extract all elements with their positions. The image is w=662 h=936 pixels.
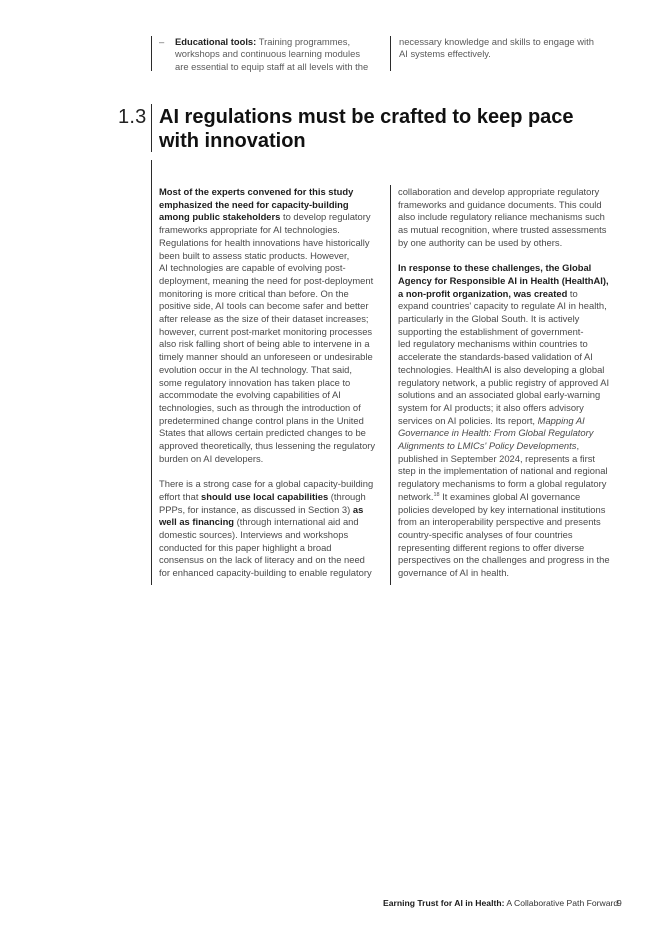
right-paragraph-1: collaboration and develop appropriate regulatory frameworks and guidance documents. This could also include regulatory reliance mechanisms such as mutual recognition, where trusted assessments by one authority can be used by others.: [398, 186, 607, 248]
footnote-ref[interactable]: 18: [433, 491, 440, 498]
left-paragraph-2: There is a strong case for a global capacity-building effort that should use local capabilities (through PPPs, for instance, as discussed in Section 3) as well as financing (through international aid and domestic sources). Interviews and workshops conducted for this paper highlight a broad consensus on the lack of literacy and on the need for enhanced capacity-building to enable regulatory: [159, 478, 374, 579]
top-bullet-continuation: necessary knowledge and skills to engage with AI systems effectively.: [399, 36, 594, 60]
section-title: AI regulations must be crafted to keep pace with innovation: [159, 106, 574, 152]
right-column-rule: [390, 185, 391, 585]
section-number: 1.3: [118, 106, 147, 128]
left-column-rule: [151, 160, 152, 585]
top-right-rule: [390, 36, 391, 71]
top-left-rule: [151, 36, 152, 71]
left-paragraph-1: Most of the experts convened for this study emphasized the need for capacity-building among public stakeholders to develop regulatory frameworks appropriate for AI technologies. Regulations for health innovations have historically been built to assess static products. However, AI technologies are capable of evolving post- deployment, meaning the need for post-deployment monitoring is more critical than before. On the positive side, AI tools can become safer and better after release as the size of their dataset increases; however, current post-market monitoring processes also risk falling short of being able to intervene in a timely manner should an unforeseen or undesirable evolution occur in the AI technology. That said, some regulatory innovation has taken place to accommodate the evolving capabilities of AI technologies, such as through the introduction of predetermined change control plans in the United States that allows certain predicted changes to be approved theoretically, thus lessening the regulatory burden on AI developers.: [159, 186, 376, 464]
footer-title: Earning Trust for AI in Health: A Collaborative Path Forward: [383, 898, 619, 908]
right-paragraph-2: In response to these challenges, the Global Agency for Responsible AI in Health (HealthAI), a non-profit organization, was created to expand countries' capacity to regulate AI in health, particularly in the Global South. It is actively supporting the establishment of government- led regulatory mechanisms within countries to accelerate the standards-based validation of AI technologies. HealthAI is also developing a global regulatory network, a public registry of approved AI solutions and an associated global early-warning system for AI products; it also offers advisory services on AI policies. Its report, Mapping AI Governance in Health: From Global Regulatory Alignments to LMICs' Policy Developments, published in September 2024, represents a first step in the implementation of national and regional regulatory mechanisms to form a global regulatory network.$^{18}$ It examines global AI governance policies developed by key international institutions from an interoperability perspective and presents country-specific analyses of four countries representing different regions to offer diverse perspectives on the challenges and progress in the governance of AI in health.: [398, 262, 610, 579]
section-rule: [151, 104, 152, 152]
right-column: [398, 186, 634, 592]
page-number: 9: [617, 898, 622, 908]
top-bullet-dash: –: [159, 36, 165, 47]
left-column: [159, 186, 387, 592]
top-bullet: Educational tools: Training programmes, workshops and continuous learning modules are essential to equip staff at all levels with the: [175, 36, 369, 72]
report-title: Mapping AI: [537, 414, 585, 426]
top-bullet-label: Educational tools:: [175, 36, 257, 47]
